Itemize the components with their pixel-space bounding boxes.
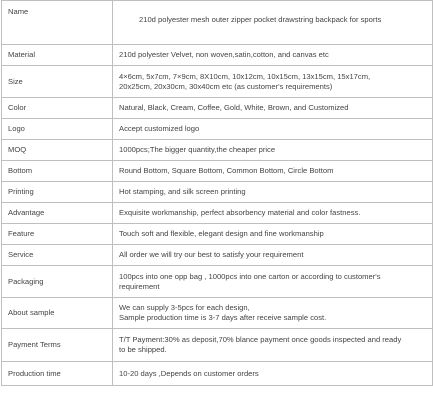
spec-value [113, 245, 433, 266]
spec-value [113, 298, 433, 329]
spec-row-production-time [2, 362, 433, 386]
spec-value-line: to be shipped. [119, 345, 167, 354]
spec-value-line: T/T Payment:30% as deposit,70% blance payment once goods inspected and ready [119, 335, 402, 345]
spec-value [113, 203, 433, 224]
spec-value-line: 210d polyester mesh outer zipper pocket drawstring backpack for sports [139, 15, 382, 24]
spec-value [113, 182, 433, 203]
spec-label: Logo [2, 119, 113, 140]
spec-value [113, 1, 433, 45]
spec-row-packaging [2, 266, 433, 298]
spec-row-name [2, 1, 433, 45]
spec-value-line: 4×6cm, 5x7cm, 7×9cm, 8X10cm, 10x12cm, 10x15cm, 13x15cm, 15x17cm, [119, 71, 371, 81]
spec-row-logo [2, 119, 433, 140]
spec-value-line: Hot stamping, and silk screen printing [119, 187, 246, 197]
spec-value-line: 20x25cm, 20x30cm, 30x40cm etc (as customer's requirements) [119, 81, 333, 91]
spec-value-line: 10-20 days ,Depends on customer orders [119, 368, 259, 378]
spec-row-service [2, 245, 433, 266]
spec-label: Feature [2, 224, 113, 245]
spec-value [113, 119, 433, 140]
spec-label: Color [2, 98, 113, 119]
spec-value-line: Accept customized logo [119, 124, 200, 134]
spec-label: MOQ [2, 140, 113, 161]
spec-value-line: Touch soft and flexible, elegant design and fine workmanship [119, 229, 324, 239]
spec-row-feature [2, 224, 433, 245]
spec-value [113, 329, 433, 362]
spec-label: Name [2, 1, 113, 45]
spec-value-line: Natural, Black, Cream, Coffee, Gold, White, Brown, and Customized [119, 103, 349, 113]
spec-row-bottom [2, 161, 433, 182]
spec-label: Advantage [2, 203, 113, 224]
spec-label: About sample [2, 298, 113, 329]
spec-label: Production time [2, 362, 113, 386]
spec-value-line: Exquisite workmanship, perfect absorbency material and color fastness. [119, 208, 361, 218]
spec-value [113, 161, 433, 182]
spec-value-line: requirement [119, 281, 160, 291]
spec-value [113, 266, 433, 298]
spec-value [113, 66, 433, 98]
spec-value [113, 224, 433, 245]
spec-value-line: We can supply 3-5pcs for each design, [119, 303, 250, 313]
spec-label: Service [2, 245, 113, 266]
spec-label: Payment Terms [2, 329, 113, 362]
spec-row-size [2, 66, 433, 98]
spec-value-line: 1000pcs;The bigger quantity,the cheaper price [119, 145, 276, 155]
product-spec-table [1, 0, 433, 386]
spec-row-material [2, 45, 433, 66]
spec-label: Printing [2, 182, 113, 203]
spec-row-printing [2, 182, 433, 203]
spec-row-color [2, 98, 433, 119]
spec-value [113, 140, 433, 161]
spec-value [113, 45, 433, 66]
spec-label: Bottom [2, 161, 113, 182]
spec-label: Material [2, 45, 113, 66]
spec-row-about-sample [2, 298, 433, 329]
spec-value-line: All order we will try our best to satisfy your requirement [119, 250, 304, 260]
spec-row-payment-terms [2, 329, 433, 362]
spec-label: Size [2, 66, 113, 98]
spec-value [113, 98, 433, 119]
spec-value-line: Round Bottom, Square Bottom, Common Bottom, Circle Bottom [119, 166, 334, 176]
spec-value-line: 100pcs into one opp bag , 1000pcs into one carton or according to customer's [119, 271, 381, 281]
spec-row-moq [2, 140, 433, 161]
spec-value-line: 210d polyester Velvet, non woven,satin,cotton, and canvas etc [119, 50, 329, 60]
spec-label: Packaging [2, 266, 113, 298]
spec-value-line: Sample production time is 3-7 days after receive sample cost. [119, 313, 327, 322]
spec-value [113, 362, 433, 386]
spec-row-advantage [2, 203, 433, 224]
